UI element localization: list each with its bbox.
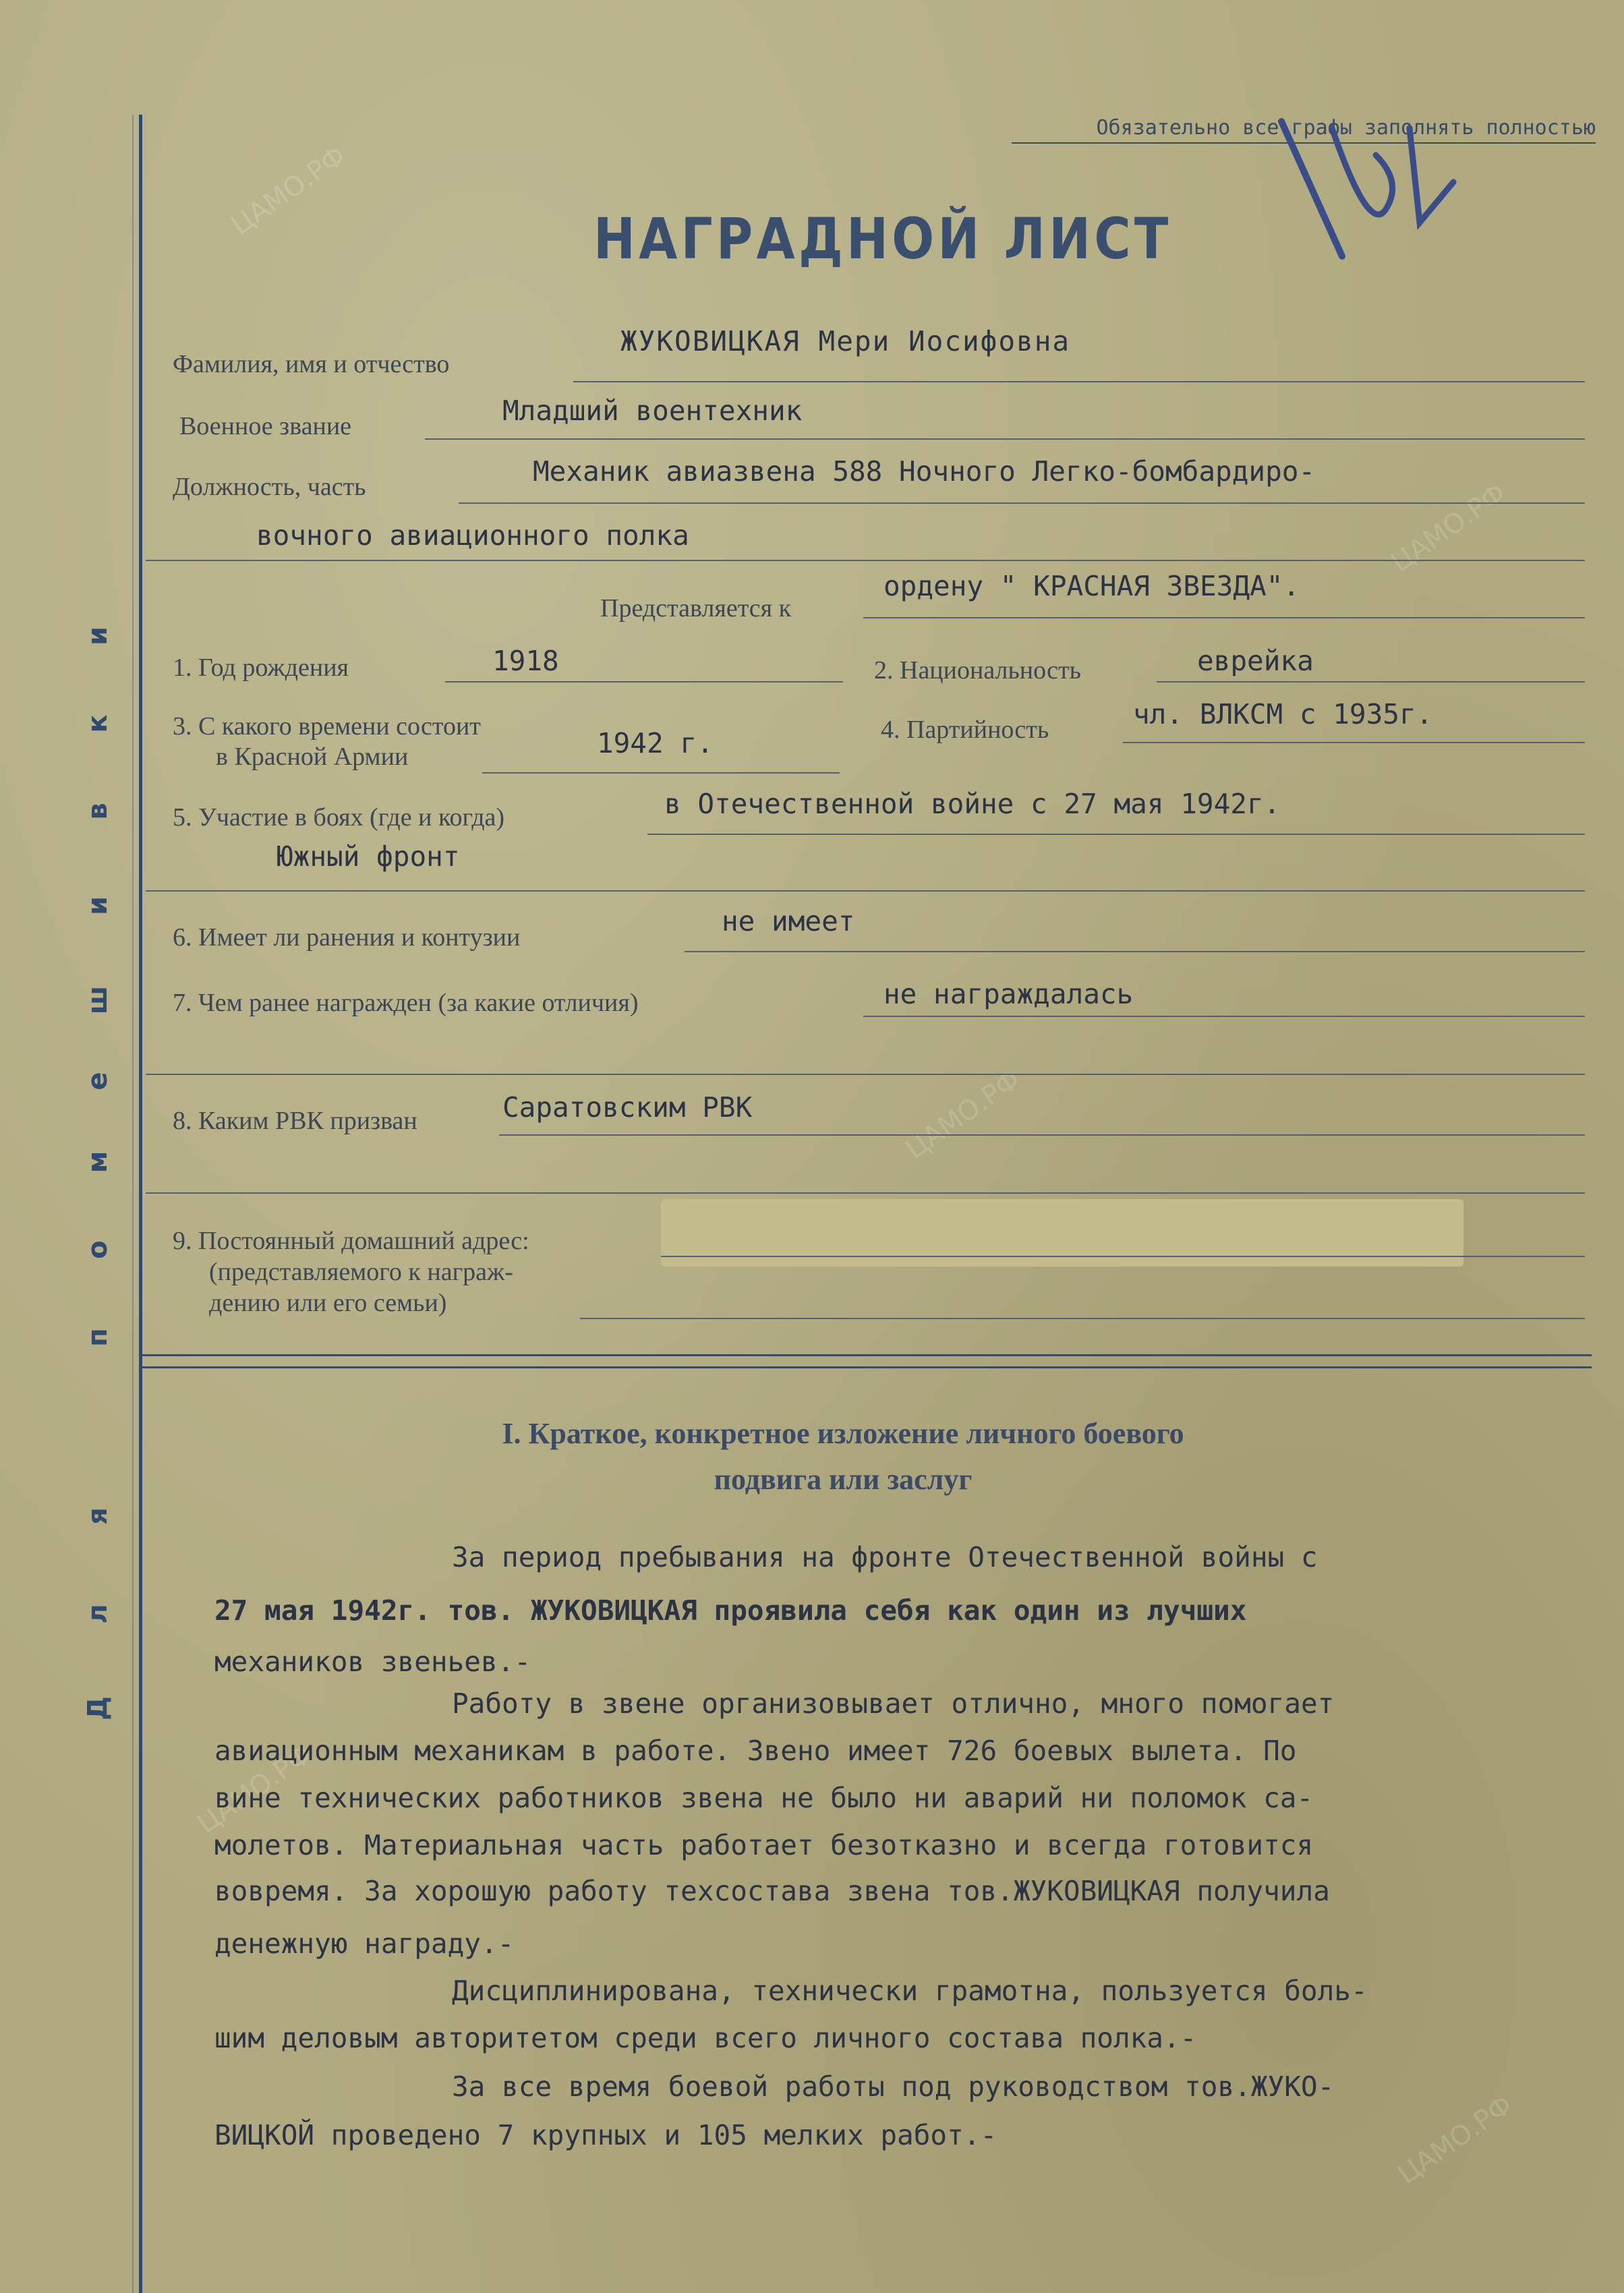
position-line (459, 502, 1585, 504)
nationality-line (1157, 681, 1585, 683)
body-text-line: ВИЦКОЙ проведено 7 крупных и 105 мелких работ.- (214, 2119, 997, 2151)
awards-value: не награждалась (883, 978, 1134, 1010)
side-letter: к (82, 714, 113, 733)
nominated-label: Представляется к (600, 594, 792, 622)
rvk-value: Саратовским РВК (502, 1091, 753, 1124)
body-text-line: молетов. Материальная часть работает безотказно и всегда готовится (214, 1829, 1314, 1861)
body-text-line: 27 мая 1942г. тов. ЖУКОВИЦКАЯ проявила себя как один из лучших (214, 1594, 1247, 1627)
side-letter: п (82, 1328, 113, 1347)
side-letter: в (82, 803, 113, 820)
side-letter: Д (82, 1696, 113, 1720)
service-since-label: 3. С какого времени состоит (173, 712, 481, 741)
birth-year-label: 1. Год рождения (173, 654, 349, 682)
section-separator (142, 1354, 1592, 1356)
side-label-strip (67, 620, 128, 1767)
name-value: ЖУКОВИЦКАЯ Мери Иосифовна (620, 325, 1071, 357)
watermark: ЦАМО.РФ (900, 1064, 1026, 1165)
service-since-value: 1942 г. (597, 727, 714, 759)
awards-line (863, 1016, 1585, 1017)
body-text-line: Дисциплинирована, технически грамотна, пользуется боль- (452, 1975, 1368, 2007)
rvk-line-2 (146, 1192, 1585, 1194)
wounds-line (685, 951, 1585, 952)
birth-year-line (445, 681, 843, 683)
body-text-line: вине технических работников звена не было ни аварий ни поломок са- (214, 1782, 1314, 1814)
nominated-value: ордену " КРАСНАЯ ЗВЕЗДА". (883, 570, 1300, 602)
body-text-line: механиков звеньев.- (214, 1646, 531, 1678)
header-note: Обязательно все графы заполнять полностью (1012, 116, 1596, 144)
watermark: ЦАМО.РФ (1392, 2089, 1519, 2190)
section-separator-2 (142, 1366, 1592, 1368)
party-label: 4. Партийность (881, 716, 1049, 744)
battles-label: 5. Участие в боях (где и когда) (173, 803, 505, 832)
side-letter: и (82, 896, 113, 916)
position-value-line2: вочного авиационного полка (256, 519, 689, 552)
body-text-line: шим деловым авторитетом среди всего личного состава полка.- (214, 2022, 1197, 2054)
party-value: чл. ВЛКСМ с 1935г. (1133, 698, 1433, 730)
service-since-line (482, 772, 840, 774)
address-line (661, 1256, 1585, 1257)
body-text-line: авиационным механикам в работе. Звено имеет 726 боевых вылета. По (214, 1735, 1297, 1767)
side-letter: е (82, 1072, 113, 1091)
handwritten-mark-icon (1268, 101, 1470, 277)
battles-value-line2: Южный фронт (277, 840, 460, 873)
watermark: ЦАМО.РФ (1385, 477, 1512, 579)
party-line (1123, 742, 1585, 743)
position-line-2 (146, 560, 1585, 561)
body-text-line: За все время боевой работы под руководством тов.ЖУКО- (452, 2070, 1335, 2103)
rank-line (425, 438, 1585, 440)
address-label-2: (представляемого к награж- (209, 1258, 513, 1286)
position-label: Должность, часть (173, 473, 366, 501)
side-letter: л (82, 1604, 113, 1624)
name-label: Фамилия, имя и отчество (173, 350, 450, 378)
awards-line-2 (146, 1074, 1585, 1075)
wounds-label: 6. Имеет ли ранения и контузии (173, 923, 521, 952)
side-letter: м (82, 1151, 113, 1173)
address-line-2 (580, 1318, 1585, 1319)
side-letter: ш (82, 985, 113, 1015)
nominated-line (863, 617, 1585, 618)
wounds-value: не имеет (722, 905, 855, 937)
battles-line (647, 834, 1585, 835)
position-value-line1: Механик авиазвена 588 Ночного Легко-бомбардиро- (533, 455, 1316, 488)
address-label: 9. Постоянный домашний адрес: (173, 1227, 529, 1255)
service-since-label-2: в Красной Армии (216, 743, 409, 771)
body-text-line: вовремя. За хорошую работу техсостава звена тов.ЖУКОВИЦКАЯ получила (214, 1875, 1330, 1907)
address-label-3: дению или его семьи) (209, 1289, 447, 1317)
name-line (573, 381, 1585, 382)
battles-line-2 (146, 890, 1585, 892)
body-text-line: За период пребывания на фронте Отечественной войны с (452, 1541, 1318, 1573)
side-letter: я (82, 1507, 113, 1525)
side-letter: о (82, 1240, 113, 1259)
rvk-label: 8. Каким РВК призван (173, 1107, 417, 1135)
rvk-line (499, 1134, 1585, 1136)
margin-rule (139, 115, 142, 2293)
side-letter: и (82, 626, 113, 646)
nationality-label: 2. Национальность (874, 656, 1081, 685)
page-title: НАГРАДНОЙ ЛИСТ (593, 206, 1172, 272)
body-text-line: Работу в звене организовывает отлично, много помогает (452, 1687, 1335, 1720)
section-subtitle: подвига или заслуг (714, 1463, 973, 1496)
section-title: I. Краткое, конкретное изложение личного боевого (502, 1417, 1184, 1450)
body-text-line: денежную награду.- (214, 1927, 515, 1960)
margin-rule-thin (132, 115, 134, 2293)
battles-value-line1: в Отечественной войне с 27 мая 1942г. (664, 788, 1281, 820)
rank-value: Младший воентехник (502, 395, 803, 427)
birth-year-value: 1918 (492, 645, 559, 677)
watermark: ЦАМО.РФ (192, 1739, 318, 1840)
rank-label: Военное звание (179, 412, 352, 440)
nationality-value: еврейка (1197, 645, 1314, 677)
watermark: ЦАМО.РФ (225, 140, 352, 241)
awards-label: 7. Чем ранее награжден (за какие отличия) (173, 989, 639, 1017)
